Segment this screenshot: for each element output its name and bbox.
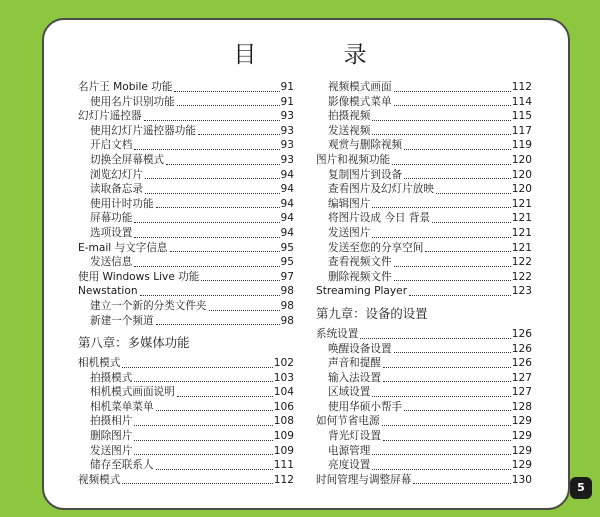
dot-leader xyxy=(383,367,511,368)
toc-entry-title: 编辑图片 xyxy=(328,197,371,210)
toc-entry-title: 查看图片及幻灯片放映 xyxy=(328,183,434,196)
toc-entry-page: 122 xyxy=(511,270,532,283)
toc-entry-page: 120 xyxy=(511,168,532,181)
dot-leader xyxy=(122,367,272,368)
toc-entry-page: 98 xyxy=(280,285,294,298)
dot-leader xyxy=(198,134,280,135)
toc-entry-title: Newstation xyxy=(78,285,138,298)
toc-entry-title: 时间管理与调整屏幕 xyxy=(316,473,412,486)
toc-entry-page: 93 xyxy=(280,124,294,137)
toc-entry-page: 122 xyxy=(511,256,532,269)
toc-entry-page: 129 xyxy=(511,430,532,443)
dot-leader xyxy=(177,105,280,106)
toc-entry[interactable] xyxy=(78,197,294,212)
toc-entry-page: 127 xyxy=(511,371,532,384)
toc-entry-title: 切换全屏幕模式 xyxy=(90,153,165,166)
toc-entry-title: 观赏与删除视频 xyxy=(328,139,403,152)
toc-entry-title: 背光灯设置 xyxy=(328,430,381,443)
toc-entry-title: 视频模式画面 xyxy=(328,81,392,93)
dot-leader xyxy=(404,178,511,179)
toc-entry[interactable] xyxy=(316,371,532,386)
dot-leader xyxy=(156,324,280,325)
toc-entry[interactable] xyxy=(316,327,532,342)
dot-leader xyxy=(432,222,511,223)
dot-leader xyxy=(140,295,280,296)
toc-entry-title: Streaming Player xyxy=(316,285,408,298)
dot-leader xyxy=(394,266,511,267)
toc-entry-page: 117 xyxy=(511,124,532,137)
toc-entry-title: 删除视频文件 xyxy=(328,270,392,283)
toc-entry[interactable] xyxy=(316,473,532,488)
toc-left-column xyxy=(78,80,294,487)
toc-entry-title: 使用名片识别功能 xyxy=(90,95,175,108)
toc-entry[interactable] xyxy=(78,226,294,241)
toc-entry[interactable] xyxy=(78,138,294,153)
toc-entry-page: 129 xyxy=(511,459,532,472)
toc-entry[interactable] xyxy=(78,80,294,95)
dot-leader xyxy=(372,454,510,455)
toc-entry[interactable] xyxy=(316,400,532,415)
toc-entry-page: 112 xyxy=(511,81,532,93)
dot-leader xyxy=(394,352,511,353)
dot-leader xyxy=(383,440,511,441)
toc-entry-page: 94 xyxy=(280,183,294,196)
dot-leader xyxy=(134,222,279,223)
toc-entry[interactable] xyxy=(78,444,294,459)
toc-entry[interactable] xyxy=(78,400,294,415)
toc-entry-title: 亮度设置 xyxy=(328,459,371,472)
dot-leader xyxy=(425,251,510,252)
toc-entry-title: 浏览幻灯片 xyxy=(90,168,143,181)
toc-entry-page: 94 xyxy=(280,197,294,210)
dot-leader xyxy=(166,164,279,165)
toc-entry-title: 区域设置 xyxy=(328,386,371,399)
toc-entry-title: 将图片设成 今日 背景 xyxy=(328,212,431,225)
dot-leader xyxy=(134,425,272,426)
toc-entry[interactable] xyxy=(316,241,532,256)
page-title: 目 录 xyxy=(233,42,407,68)
dot-leader xyxy=(394,280,511,281)
toc-entry[interactable] xyxy=(78,255,294,270)
dot-leader xyxy=(382,425,511,426)
toc-entry-page: 98 xyxy=(280,314,294,327)
toc-entry[interactable] xyxy=(78,95,294,110)
toc-entry-page: 126 xyxy=(511,342,532,355)
toc-entry-page: 93 xyxy=(280,139,294,152)
toc-entry[interactable] xyxy=(78,458,294,473)
toc-entry-title: 发送信息 xyxy=(90,256,133,269)
toc-entry[interactable] xyxy=(316,109,532,124)
toc-entry-page: 123 xyxy=(511,285,532,298)
dot-leader xyxy=(372,120,510,121)
toc-entry-title: 拍摄模式 xyxy=(90,371,133,384)
toc-entry-page: 111 xyxy=(273,459,294,472)
dot-leader xyxy=(145,193,280,194)
dot-leader xyxy=(372,469,510,470)
toc-entry[interactable] xyxy=(316,429,532,444)
toc-entry-title: 如何节省电源 xyxy=(316,415,380,428)
toc-entry-title: 幻灯片遥控器 xyxy=(78,110,142,123)
dot-leader xyxy=(404,149,511,150)
toc-entry-page: 114 xyxy=(511,95,532,108)
toc-entry-title: 使用计时功能 xyxy=(90,197,154,210)
dot-leader xyxy=(372,207,510,208)
toc-entry[interactable] xyxy=(316,255,532,270)
chapter-heading: 第九章：设备的设置 xyxy=(316,305,428,321)
toc-entry-title: 建立一个新的分类文件夹 xyxy=(90,299,207,312)
toc-entry-page: 97 xyxy=(280,270,294,283)
toc-entry[interactable] xyxy=(78,299,294,314)
dot-leader xyxy=(209,310,280,311)
toc-entry-title: E-mail 与文字信息 xyxy=(78,241,168,254)
toc-entry[interactable] xyxy=(316,182,532,197)
toc-entry-title: 图片和视频功能 xyxy=(316,153,391,166)
toc-entry[interactable] xyxy=(316,124,532,139)
toc-entry[interactable] xyxy=(316,385,532,400)
toc-entry-page: 94 xyxy=(280,168,294,181)
dot-leader xyxy=(156,207,280,208)
toc-entry[interactable] xyxy=(78,168,294,183)
dot-leader xyxy=(413,483,510,484)
dot-leader xyxy=(134,440,272,441)
toc-entry-title: 相机模式 xyxy=(78,357,121,370)
toc-entry-title: 拍摄相片 xyxy=(90,415,133,428)
toc-entry-page: 120 xyxy=(511,153,532,166)
toc-entry-title: 视频模式 xyxy=(78,473,121,486)
dot-leader xyxy=(134,381,272,382)
toc-entry-title: 相机菜单菜单 xyxy=(90,400,154,413)
toc-entry-title: 读取备忘录 xyxy=(90,183,143,196)
toc-entry[interactable] xyxy=(316,138,532,153)
toc-entry[interactable] xyxy=(78,284,294,299)
toc-entry-title: 拍摄视频 xyxy=(328,110,371,123)
toc-entry-page: 119 xyxy=(511,139,532,152)
dot-leader xyxy=(144,120,280,121)
toc-entry[interactable] xyxy=(316,284,532,299)
toc-entry-title: 删除图片 xyxy=(90,430,133,443)
toc-entry[interactable] xyxy=(78,211,294,226)
toc-entry-page: 126 xyxy=(511,357,532,370)
dot-leader xyxy=(372,396,510,397)
toc-entry-title: 使用华硕小帮手 xyxy=(328,400,403,413)
dot-leader xyxy=(372,237,510,238)
dot-leader xyxy=(360,338,510,339)
toc-entry-page: 120 xyxy=(511,183,532,196)
toc-entry-page: 129 xyxy=(511,444,532,457)
toc-entry[interactable] xyxy=(316,458,532,473)
toc-entry-page: 103 xyxy=(273,371,294,384)
toc-entry[interactable] xyxy=(316,211,532,226)
dot-leader xyxy=(170,251,280,252)
toc-entry-page: 109 xyxy=(273,430,294,443)
toc-entry-page: 95 xyxy=(280,241,294,254)
toc-entry-title: 储存至联系人 xyxy=(90,459,154,472)
toc-entry-page: 109 xyxy=(273,444,294,457)
toc-entry-page: 121 xyxy=(511,197,532,210)
dot-leader xyxy=(156,410,273,411)
toc-entry[interactable] xyxy=(316,153,532,168)
toc-entry-title: 选项设置 xyxy=(90,226,133,239)
toc-entry-title: 发送图片 xyxy=(328,226,371,239)
dot-leader xyxy=(394,91,511,92)
toc-entry-page: 104 xyxy=(273,386,294,399)
toc-entry-title: 系统设置 xyxy=(316,327,359,340)
toc-entry-page: 91 xyxy=(280,95,294,108)
dot-leader xyxy=(392,164,511,165)
dot-leader xyxy=(177,396,273,397)
toc-entry[interactable] xyxy=(316,414,532,429)
toc-entry[interactable] xyxy=(316,270,532,285)
toc-entry-page: 108 xyxy=(273,415,294,428)
dot-leader xyxy=(174,91,279,92)
chapter-heading: 第八章：多媒体功能 xyxy=(78,335,190,351)
dot-leader xyxy=(372,134,510,135)
dot-leader xyxy=(201,280,279,281)
toc-entry-title: 发送视频 xyxy=(328,124,371,137)
toc-right-column xyxy=(316,80,532,487)
toc-entry-title: 使用 Windows Live 功能 xyxy=(78,270,200,283)
toc-entry-title: 影像模式菜单 xyxy=(328,95,392,108)
toc-entry-page: 121 xyxy=(511,212,532,225)
toc-entry-title: 声音和提醒 xyxy=(328,357,381,370)
toc-entry-page: 98 xyxy=(280,299,294,312)
dot-leader xyxy=(122,483,272,484)
toc-entry[interactable] xyxy=(78,371,294,386)
toc-entry[interactable] xyxy=(78,270,294,285)
toc-entry-page: 106 xyxy=(273,400,294,413)
toc-entry-title: 开启文档 xyxy=(90,139,133,152)
toc-entry-page: 93 xyxy=(280,110,294,123)
toc-entry[interactable] xyxy=(316,168,532,183)
toc-entry[interactable] xyxy=(78,414,294,429)
toc-entry-title: 发送至您的分享空间 xyxy=(328,241,424,254)
toc-entry-page: 112 xyxy=(273,473,294,486)
dot-leader xyxy=(156,469,273,470)
dot-leader xyxy=(394,105,511,106)
toc-entry[interactable] xyxy=(78,356,294,371)
toc-entry-page: 128 xyxy=(511,400,532,413)
toc-entry-page: 93 xyxy=(280,153,294,166)
toc-entry-title: 使用幻灯片遥控器功能 xyxy=(90,124,196,137)
dot-leader xyxy=(134,266,279,267)
toc-entry-title: 查看视频文件 xyxy=(328,256,392,269)
toc-entry-page: 121 xyxy=(511,226,532,239)
toc-entry[interactable] xyxy=(78,385,294,400)
toc-entry-page: 95 xyxy=(280,256,294,269)
toc-entry[interactable] xyxy=(316,342,532,357)
toc-entry[interactable] xyxy=(78,109,294,124)
toc-entry-page: 121 xyxy=(511,241,532,254)
dot-leader xyxy=(134,237,279,238)
toc-entry-page: 126 xyxy=(511,327,532,340)
toc-entry-page: 127 xyxy=(511,386,532,399)
toc-entry-page: 94 xyxy=(280,212,294,225)
toc-entry[interactable] xyxy=(316,80,532,95)
toc-entry-page: 91 xyxy=(280,81,294,93)
toc-entry[interactable] xyxy=(78,241,294,256)
page-number-badge: 5 xyxy=(570,477,592,499)
dot-leader xyxy=(409,295,511,296)
toc-entry-title: 名片王 Mobile 功能 xyxy=(78,81,173,93)
toc-entry-page: 102 xyxy=(273,357,294,370)
toc-entry[interactable] xyxy=(316,444,532,459)
dot-leader xyxy=(134,454,272,455)
toc-entry[interactable] xyxy=(316,197,532,212)
toc-entry[interactable] xyxy=(316,95,532,110)
toc-entry-title: 新建一个频道 xyxy=(90,314,154,327)
toc-entry-page: 94 xyxy=(280,226,294,239)
toc-entry[interactable] xyxy=(78,124,294,139)
dot-leader xyxy=(383,381,511,382)
toc-entry-page: 129 xyxy=(511,415,532,428)
dot-leader xyxy=(145,178,280,179)
toc-entry[interactable] xyxy=(316,226,532,241)
toc-entry[interactable] xyxy=(316,356,532,371)
toc-entry-title: 发送图片 xyxy=(90,444,133,457)
toc-entry[interactable] xyxy=(78,314,294,329)
toc-entry[interactable] xyxy=(78,153,294,168)
toc-entry-title: 电源管理 xyxy=(328,444,371,457)
toc-entry-title: 输入法设置 xyxy=(328,371,381,384)
toc-entry-page: 115 xyxy=(511,110,532,123)
toc-entry-title: 唤醒设备设置 xyxy=(328,342,392,355)
dot-leader xyxy=(134,149,279,150)
toc-entry-title: 相机模式画面说明 xyxy=(90,386,175,399)
toc-entry[interactable] xyxy=(78,182,294,197)
toc-entry-title: 复制图片到设备 xyxy=(328,168,403,181)
dot-leader xyxy=(404,410,511,411)
toc-entry[interactable] xyxy=(78,473,294,488)
toc-entry-title: 屏幕功能 xyxy=(90,212,133,225)
toc-entry-page: 130 xyxy=(511,473,532,486)
toc-entry[interactable] xyxy=(78,429,294,444)
dot-leader xyxy=(436,193,511,194)
